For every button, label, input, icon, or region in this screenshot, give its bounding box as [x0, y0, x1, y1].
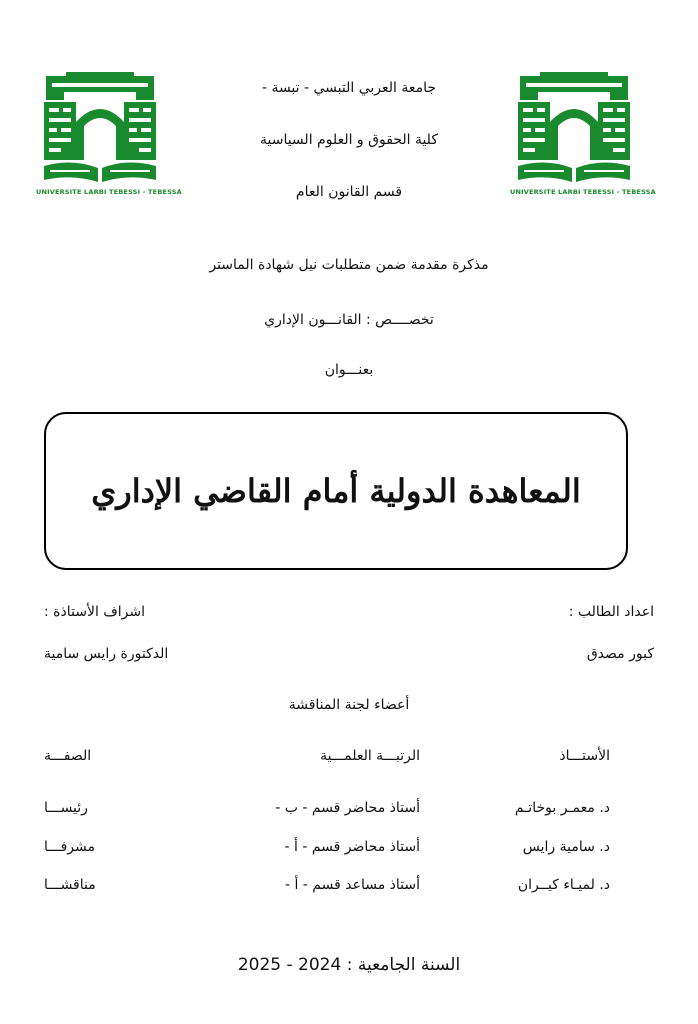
header-rank: الرتبـــة العلمـــية [320, 748, 420, 764]
title-label: بعنـــوان [324, 362, 374, 378]
memo-purpose: مذكرة مقدمة ضمن متطلبات نيل شهادة الماستر [209, 257, 489, 273]
member-role: رئيســـا [44, 800, 88, 816]
header-role: الصفـــة [44, 748, 92, 764]
member-rank: أستاذ مساعد قسم - أ - [284, 877, 420, 893]
member-role: مشرفـــا [44, 839, 95, 855]
memo-title: المعاهدة الدولية أمام القاضي الإداري [91, 472, 581, 510]
committee-heading: أعضاء لجنة المناقشة [288, 697, 410, 713]
member-rank: أستاذ محاضر قسم - أ - [284, 839, 420, 855]
header-professor: الأستـــاذ [559, 748, 610, 764]
academic-year: السنة الجامعية : 2024 - 2025 [237, 955, 461, 975]
logo-caption: UNIVERSITE LARBI TEBESSI - TEBESSA [36, 188, 182, 196]
committee-header-row [44, 748, 610, 772]
committee-member-row [44, 839, 610, 863]
supervisor-label: اشراف الأستاذة : [44, 604, 146, 620]
logo-caption: UNIVERSITE LARBI TEBESSI - TEBESSA [510, 188, 656, 196]
supervisor-name: الدكتورة رايس سامية [44, 646, 169, 662]
university-name: جامعة العربي التبسي - تبسة - [261, 80, 437, 96]
member-role: مناقشـــا [44, 877, 96, 893]
member-name: د. سامية رايس [522, 839, 610, 855]
faculty-name: كلية الحقوق و العلوم السياسية [259, 132, 438, 148]
student-name: كبور مصدق [586, 646, 654, 662]
committee-member-row [44, 877, 610, 901]
specialty: تخصــــص : القانـــون الإداري [264, 312, 434, 328]
member-name: د. معمـر بوخاتـم [514, 800, 610, 816]
member-rank: أستاذ محاضر قسم - ب - [275, 800, 420, 816]
student-label: اعداد الطالب : [568, 604, 654, 620]
title-box [44, 412, 628, 570]
department-name: قسم القانون العام [295, 184, 403, 200]
committee-member-row [44, 800, 610, 824]
member-name: د. لميـاء كيــران [517, 877, 610, 893]
